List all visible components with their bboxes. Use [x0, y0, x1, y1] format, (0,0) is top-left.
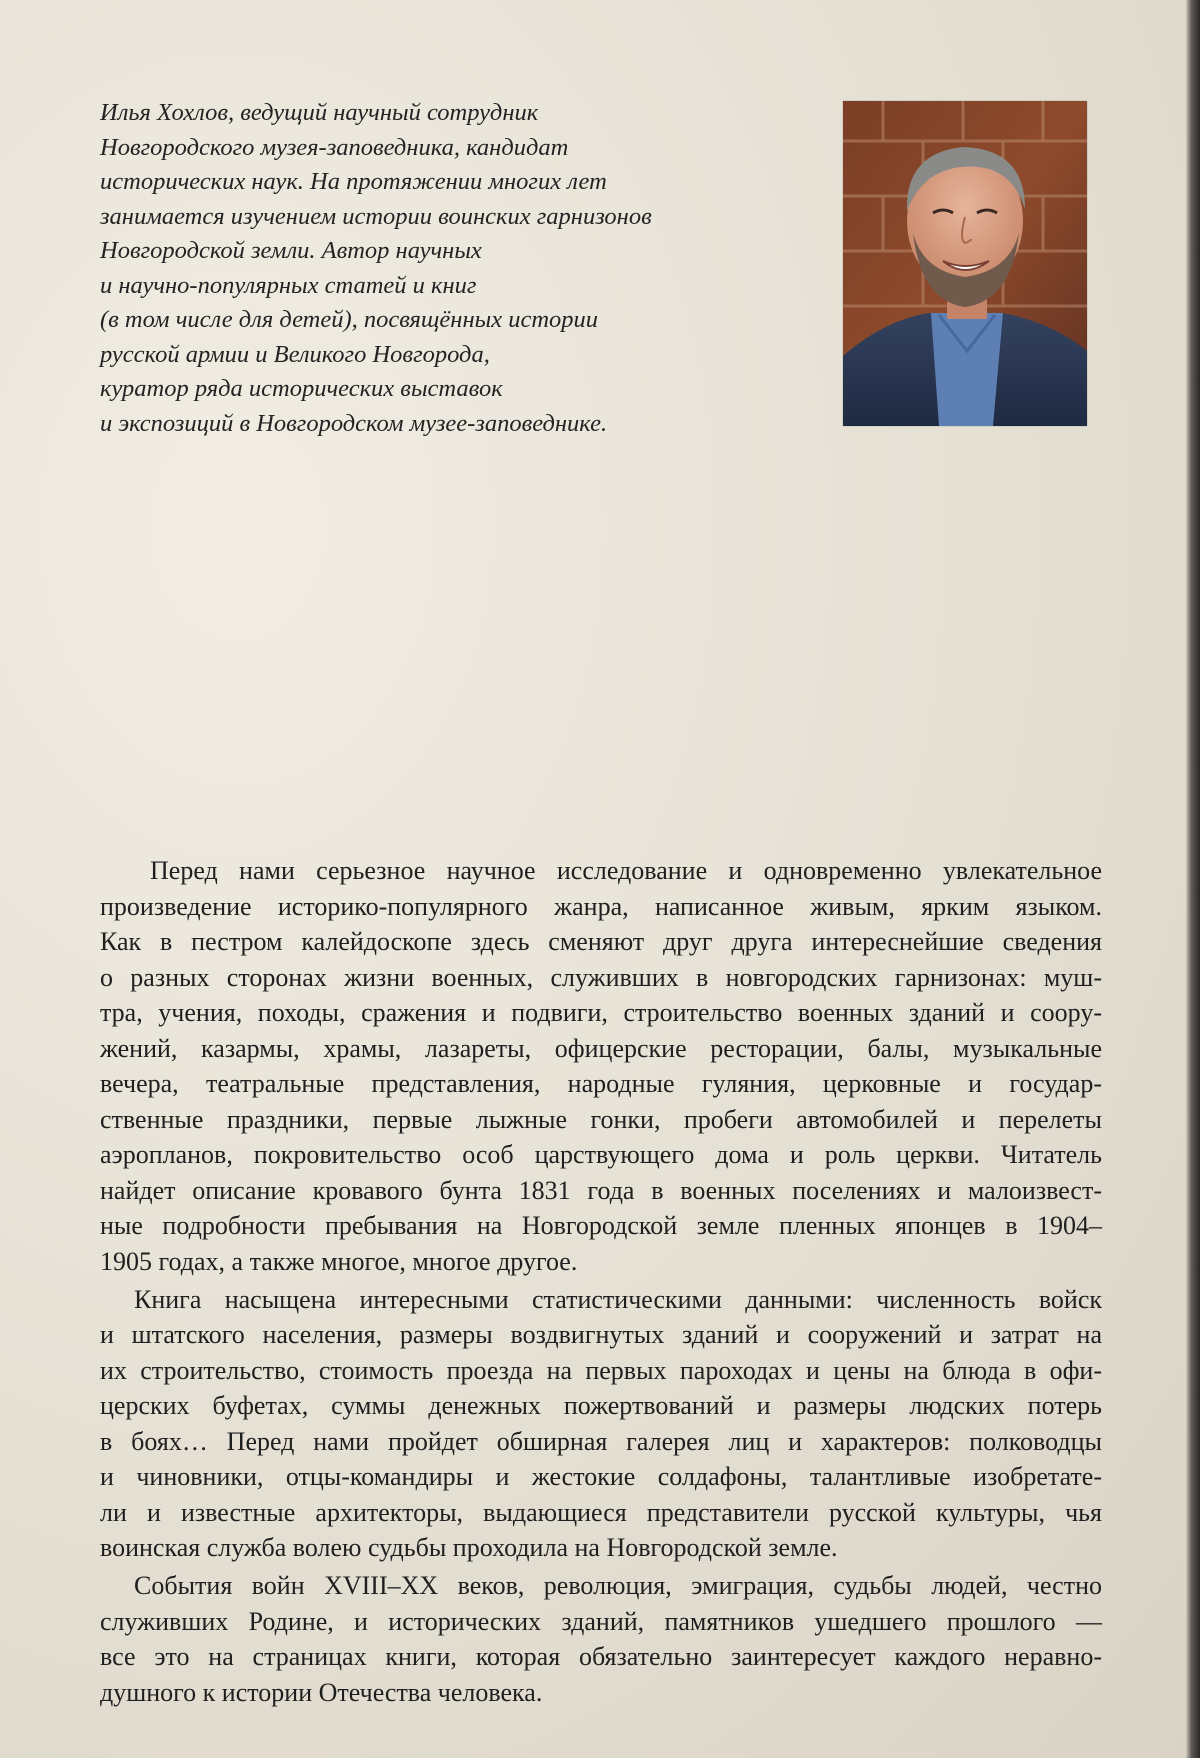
annotation-paragraph-2	[100, 1282, 1102, 1566]
paragraph-line: Книга насыщена интересными статистическими данными: численность войск	[134, 1284, 1102, 1314]
bio-line: занимается изучением истории воинских гарнизонов	[100, 202, 652, 230]
bio-line: куратор ряда исторических выставок	[100, 375, 503, 402]
paragraph-line: и чиновники, отцы-командиры и жестокие солдафоны, талантливые изобретате-	[100, 1462, 1102, 1491]
bio-line: Илья Хохлов, ведущий научный сотрудник	[100, 99, 539, 126]
paragraph-line: ные подробности пребывания на Новгородской земле пленных японцев в 1904–	[100, 1211, 1102, 1240]
bio-line: и научно-популярных статей и книг	[100, 271, 477, 299]
paragraph-line: в боях… Перед нами пройдет обширная галерея лиц и характеров: полководцы	[100, 1426, 1102, 1456]
paragraph-line: о разных сторонах жизни военных, служивших в новгородских гарнизонах: муш-	[100, 962, 1102, 992]
book-spine-edge	[1186, 0, 1200, 1758]
author-bio	[100, 96, 800, 441]
bio-line: Новгородского музея-заповедника, кандидат	[100, 133, 569, 161]
paragraph-line: и штатского населения, размеры воздвигнутых зданий и сооружений и затрат на	[100, 1320, 1102, 1349]
bio-line: и экспозиций в Новгородском музее-заповеднике.	[100, 409, 608, 437]
paragraph-line: их строительство, стоимость проезда на первых пароходах и цены на блюда в офи-	[100, 1355, 1102, 1385]
annotation-paragraph-3	[100, 1568, 1102, 1710]
bio-line: исторических наук. На протяжении многих лет	[100, 168, 607, 195]
paragraph-line: воинская служба волею судьбы проходила на Новгородской земле.	[100, 1533, 838, 1562]
paragraph-line: церских буфетах, суммы денежных пожертвований и размеры людских потерь	[100, 1391, 1102, 1420]
paragraph-line: служивших Родине, и исторических зданий, памятников ушедшего прошлого —	[100, 1606, 1102, 1636]
paragraph-line: жений, казармы, храмы, лазареты, офицерские ресторации, балы, музыкальные	[100, 1033, 1102, 1063]
paragraph-line: аэропланов, покровительство особ царствующего дома и роль церкви. Читатель	[100, 1140, 1102, 1169]
bio-line: Новгородской земли. Автор научных	[100, 237, 482, 264]
annotation-paragraph-1	[100, 853, 1102, 1279]
paragraph-line: душного к истории Отечества человека.	[100, 1677, 543, 1707]
paragraph-line: События войн XVIII–XX веков, революция, эмиграция, судьбы людей, честно	[134, 1571, 1102, 1600]
paragraph-line: найдет описание кровавого бунта 1831 года в военных поселениях и малоизвест-	[100, 1175, 1102, 1205]
paragraph-line: ственные праздники, первые лыжные гонки, пробеги автомобилей и перелеты	[100, 1104, 1102, 1134]
paragraph-line: Перед нами серьезное научное исследование и одновременно увлекательное	[150, 856, 1102, 885]
paragraph-line: все это на страницах книги, которая обязательно заинтересует каждого неравно-	[100, 1642, 1102, 1671]
paragraph-line: произведение историко-популярного жанра, написанное живым, ярким языком.	[100, 891, 1102, 921]
author-portrait-image	[843, 101, 1087, 426]
paragraph-line: вечера, театральные представления, народные гуляния, церковные и государ-	[100, 1069, 1102, 1098]
paragraph-line: тра, учения, походы, сражения и подвиги, строительство военных зданий и соору-	[100, 998, 1102, 1027]
book-annotation	[100, 853, 1102, 1713]
bio-line: русской армии и Великого Новгорода,	[100, 340, 490, 368]
bio-line: (в том числе для детей), посвящённых истории	[100, 306, 599, 333]
paragraph-line: Как в пестром калейдоскопе здесь сменяют друг друга интереснейшие сведения	[100, 927, 1102, 956]
author-photo	[843, 101, 1087, 426]
paragraph-line: 1905 годах, а также многое, многое другое.	[100, 1246, 578, 1276]
paragraph-line: ли и известные архитекторы, выдающиеся представители русской культуры, чья	[100, 1497, 1102, 1527]
